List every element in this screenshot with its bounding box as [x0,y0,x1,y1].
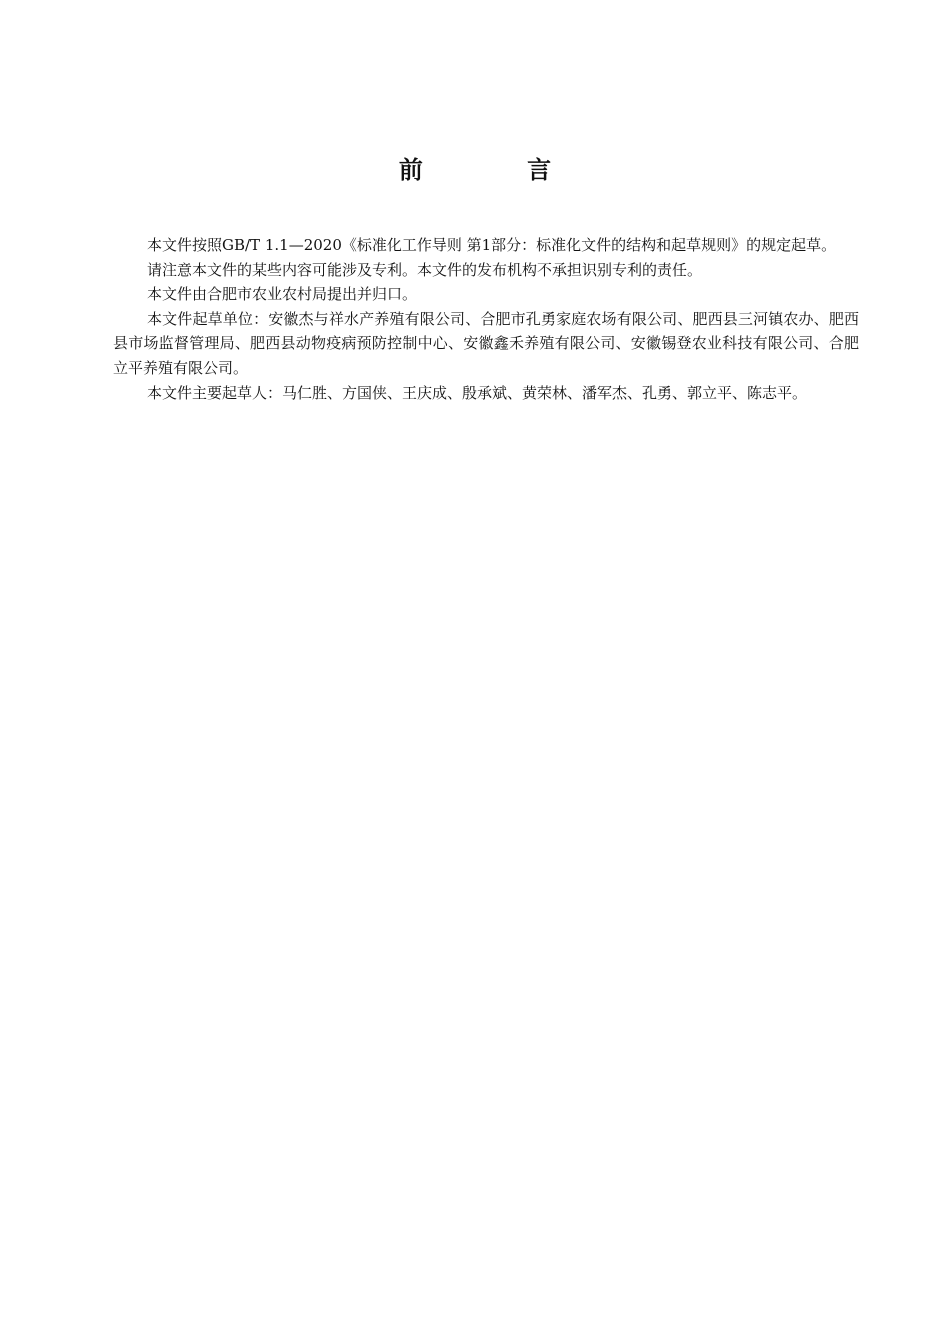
paragraph-drafting-standard: 本文件按照GB/T 1.1—2020《标准化工作导则 第1部分：标准化文件的结构和起草规则》的规定起草。 [147,236,837,254]
paragraph-drafters: 本文件主要起草人：马仁胜、方国侠、王庆成、殷承斌、黄荣林、潘军杰、孔勇、郭立平、陈志平。 [147,383,808,402]
paragraph-drafting-units: 本文件起草单位：安徽杰与祥水产养殖有限公司、合肥市孔勇家庭农场有限公司、肥西县三河镇农办、肥西县市场监督管理局、肥西县动物疫病预防控制中心、安徽鑫禾养殖有限公司、安徽锡登农业科技有限公司、合肥立平养殖有限公司。 [113,309,859,377]
foreword-heading: 前 言 [398,156,600,184]
paragraph-patent-notice: 请注意本文件的某些内容可能涉及专利。本文件的发布机构不承担识别专利的责任。 [147,260,703,279]
paragraph-proposer: 本文件由合肥市农业农村局提出并归口。 [147,285,418,304]
foreword-body [113,233,859,405]
